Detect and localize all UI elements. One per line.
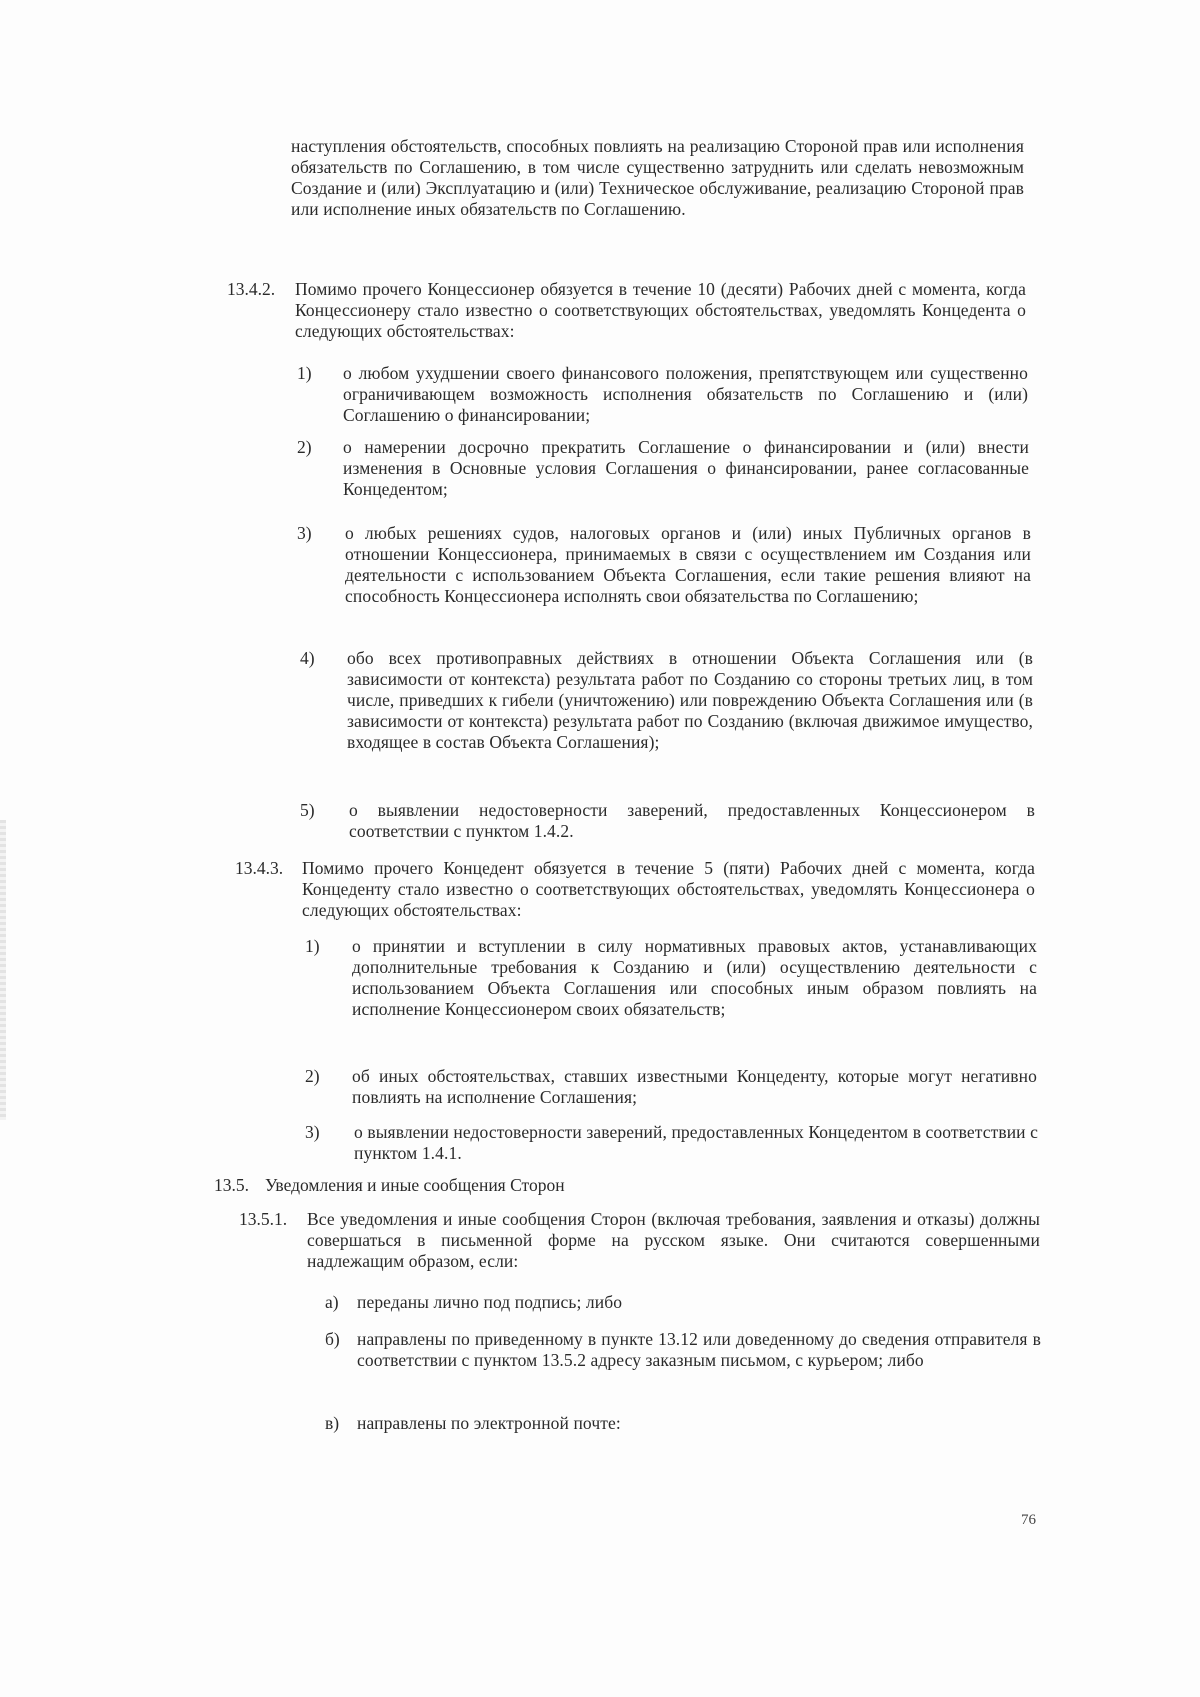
clause-number-13-5-1: 13.5.1. (239, 1209, 288, 1229)
list-item-marker: 2) (305, 1066, 320, 1086)
clause-number-13-4-2: 13.4.2. (227, 279, 276, 299)
list-item-text: о любых решениях судов, налоговых органов и (или) иных Публичных органов в отношении Концессионера, принимаемых в связи с осуществлением им Создания или деятельности с использованием Объекта Соглашения, если такие решения влияют на способность Концессионера исполнять свои обязательства по Соглашению; (345, 523, 1031, 606)
list-item-text: о выявлении недостоверности заверений, предоставленных Концессионером в соответствии с пунктом 1.4.2. (349, 800, 1035, 841)
list-item-marker: 3) (305, 1122, 320, 1142)
list-item-text: о намерении досрочно прекратить Соглашение о финансировании и (или) внести изменения в Основные условия Соглашения о финансировании, ранее согласованные Концедентом; (343, 437, 1029, 499)
list-item-marker: 2) (297, 437, 312, 457)
list-item-marker: в) (325, 1413, 340, 1433)
list-item-marker: 1) (297, 363, 312, 383)
list-item-text: переданы лично под подпись; либо (357, 1292, 623, 1312)
list-item-text: о принятии и вступлении в силу нормативных правовых актов, устанавливающих дополнительные требования к Созданию и (или) осуществлению деятельности с использованием Объекта Соглашения или способных иным образом повлиять на исполнение Концессионером своих обязательств; (352, 936, 1037, 1019)
page-number: 76 (1021, 1512, 1036, 1528)
list-item-text: о любом ухудшении своего финансового положения, препятствующем или существенно ограничивающем возможность исполнения обязательств по Соглашению и (или) Соглашению о финансировании; (343, 363, 1028, 425)
intro-paragraph: наступления обстоятельств, способных повлиять на реализацию Стороной прав или исполнения обязательств по Соглашению, в том числе существенно затруднить или сделать невозможным Создание и (или) Эксплуатацию и (или) Техническое обслуживание, реализацию Стороной прав или исполнение иных обязательств по Соглашению. (291, 136, 1024, 219)
clause-text-13-5-1: Все уведомления и иные сообщения Сторон (включая требования, заявления и отказы) должны совершаться в письменной форме на русском языке. Они считаются совершенными надлежащим образом, если: (307, 1209, 1040, 1271)
list-item-text: об иных обстоятельствах, ставших известными Концеденту, которые могут негативно повлиять на исполнение Соглашения; (352, 1066, 1037, 1107)
list-item-text: направлены по электронной почте: (357, 1413, 621, 1433)
list-item-marker: 5) (300, 800, 315, 820)
section-title-13-5: Уведомления и иные сообщения Сторон (265, 1175, 565, 1195)
list-item-marker: а) (325, 1292, 339, 1312)
clause-number-13-4-3: 13.4.3. (235, 858, 284, 878)
section-number-13-5: 13.5. (214, 1175, 249, 1195)
list-item-marker: 1) (305, 936, 320, 956)
clause-text-13-4-2: Помимо прочего Концессионер обязуется в течение 10 (десяти) Рабочих дней с момента, когда Концессионеру стало известно о соответствующих обстоятельствах, уведомлять Концедента о следующих обстоятельствах: (295, 279, 1026, 341)
list-item-marker: 4) (300, 648, 315, 668)
list-item-text: о выявлении недостоверности заверений, предоставленных Концедентом в соответствии с пунктом 1.4.1. (354, 1122, 1038, 1163)
list-item-text: обо всех противоправных действиях в отношении Объекта Соглашения или (в зависимости от контекста) результата работ по Созданию со стороны третьих лиц, в том числе, приведших к гибели (уничтожению) или повреждению Объекта Соглашения или (в зависимости от контекста) результата работ по Созданию (включая движимое имущество, входящее в состав Объекта Соглашения); (347, 648, 1033, 752)
list-item-marker: б) (325, 1329, 340, 1349)
scan-edge-artifact (0, 820, 6, 1120)
list-item-marker: 3) (297, 523, 312, 543)
clause-text-13-4-3: Помимо прочего Концедент обязуется в течение 5 (пяти) Рабочих дней с момента, когда Концеденту стало известно о соответствующих обстоятельствах, уведомлять Концессионера о следующих обстоятельствах: (302, 858, 1035, 920)
list-item-text: направлены по приведенному в пункте 13.12 или доведенному до сведения отправителя в соответствии с пунктом 13.5.2 адресу заказным письмом, с курьером; либо (357, 1329, 1041, 1370)
